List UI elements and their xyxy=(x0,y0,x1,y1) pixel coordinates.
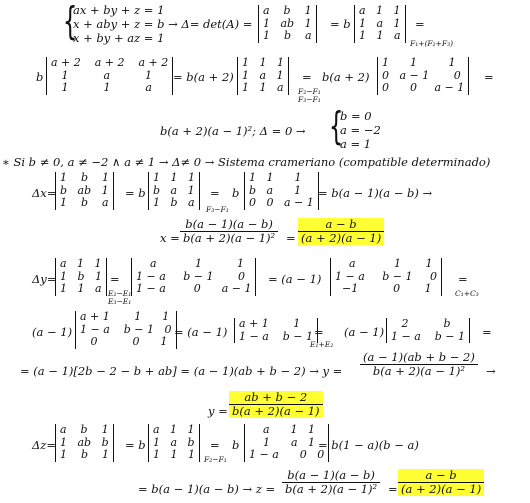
dz-matrix-1: a b 1 1 ab b 1 b 1 xyxy=(55,424,114,462)
system-eq1: ax + by + z = 1 xyxy=(73,3,165,17)
row3-case-1: b = 0 xyxy=(340,109,372,123)
row2-mid2: b(a + 2) xyxy=(322,70,370,84)
dx-mid2: b xyxy=(232,186,240,200)
x-numerator: b(a − 1)(a − b) xyxy=(180,218,278,232)
z-fraction xyxy=(282,469,380,496)
y2-matrix-2: a + 1 1 1 − a b − 1 xyxy=(234,318,318,343)
row2-matrix-1: a + 2 a + 2 a + 2 1 a 1 1 1 a xyxy=(46,57,173,95)
dz-matrix-2: a 1 1 1 a b 1 1 1 xyxy=(148,424,200,462)
dx-op-eq: = xyxy=(210,186,220,200)
dy-op-eq: = xyxy=(110,272,120,286)
y-result-denominator: b(a + 2)(a − 1) xyxy=(232,404,320,418)
system-op-label: F₁+(F₂+F₃) xyxy=(410,39,454,48)
dx-matrix-1: 1 b 1 b ab 1 1 b a xyxy=(55,172,114,210)
system-eq3: x + by + az = 1 xyxy=(73,31,165,45)
y3-pre: = (a − 1)[2b − 2 − b + ab] = (a − 1)(ab + b − 2) → y = xyxy=(20,364,343,378)
dy-mid: = (a − 1) xyxy=(268,272,322,286)
system-eq-b: = b xyxy=(330,17,351,31)
det-a-matrix: a b 1 1 ab 1 1 b a xyxy=(258,5,317,43)
dz-post: = b(1 − a)(b − a) xyxy=(318,438,419,452)
dy-matrix-2: a 1 1 1 − a b − 1 0 1 − a 0 a − 1 xyxy=(131,258,256,296)
row2-pre: b xyxy=(36,70,44,84)
z-result-denominator: (a + 2)(a − 1) xyxy=(401,482,482,496)
dx-op-label: F₃−F₁ xyxy=(206,205,229,214)
z-pre: = b(a − 1)(a − b) → z = xyxy=(138,482,276,496)
y2-matrix-3: 2 b 1 − a b − 1 xyxy=(386,318,470,343)
dz-mid2: b xyxy=(232,438,240,452)
dz-matrix-3: a 1 1 1 a 1 1 − a 0 0 xyxy=(244,424,329,462)
row2-matrix-3: 1 1 1 0 a − 1 0 0 0 a − 1 xyxy=(377,57,469,95)
dx-post: = b(a − 1)(a − b) → xyxy=(318,186,433,200)
y-result-numerator: ab + b − 2 xyxy=(229,391,323,405)
z-denominator: b(a + 2)(a − 1)² xyxy=(285,482,378,496)
y2-op-label: E₁+E₂ xyxy=(310,340,334,349)
row2-matrix-2: 1 1 1 1 a 1 1 1 a xyxy=(237,57,289,95)
dy-matrix-1: a 1 1 1 b 1 1 1 a xyxy=(55,258,107,296)
dy-op-eq-2: = xyxy=(458,272,468,286)
dy-op-label: E₂−E₁ E₃−E₁ xyxy=(108,289,132,306)
row3-case-3: a = 1 xyxy=(340,137,372,151)
y2-pre: (a − 1) xyxy=(32,325,73,339)
y3-post: → xyxy=(486,364,496,378)
system-op-eq: = xyxy=(415,17,425,31)
y3-denominator: b(a + 2)(a − 1)² xyxy=(372,364,466,378)
system-eq2: x + aby + z = b → Δ= det(A) = xyxy=(73,17,253,31)
row2-op-label: F₂−F₁ F₃−F₁ xyxy=(298,87,321,104)
crameriano-note: ∗ Si b ≠ 0, a ≠ −2 ∧ a ≠ 1 → Δ≠ 0 → Sistema crameriano (compatible determinado) xyxy=(2,155,491,169)
y-pre: y = xyxy=(208,404,228,418)
y2-mid: = (a − 1) xyxy=(174,325,228,339)
row2-op-eq: = xyxy=(302,70,312,84)
dz-op-label: F₂−F₁ xyxy=(204,455,227,464)
dz-label: Δz= xyxy=(32,438,56,452)
x-result-denominator: (a + 2)(a − 1) xyxy=(301,231,382,245)
x-eq: = xyxy=(286,231,296,245)
y-result-highlight xyxy=(229,391,323,418)
x-result-highlight xyxy=(298,218,384,245)
dy-matrix-3: a 1 1 1 − a b − 1 0 −1 0 1 xyxy=(330,258,442,296)
dz-mid: = b xyxy=(125,438,146,452)
row2-mid1: = b(a + 2) xyxy=(173,70,234,84)
row2-post: = xyxy=(484,70,494,84)
x-fraction xyxy=(180,218,278,245)
z-numerator: b(a − 1)(a − b) xyxy=(282,469,380,483)
y2-post: = xyxy=(482,325,492,339)
dx-mid: = b xyxy=(125,186,146,200)
y2-matrix-1: a + 1 1 1 1 − a b − 1 0 0 0 1 xyxy=(75,311,177,349)
row3-brace: { xyxy=(328,104,344,148)
dx-matrix-3: 1 1 1 b a 1 0 0 a − 1 xyxy=(244,172,319,210)
det-a-matrix-2: a 1 1 1 a 1 1 1 a xyxy=(354,5,406,43)
y3-fraction xyxy=(360,351,478,378)
row3-case-2: a = −2 xyxy=(340,123,381,137)
dy-op-label-2: C₁+C₃ xyxy=(455,289,479,298)
row3-text: b(a + 2)(a − 1)²; Δ = 0 → xyxy=(160,124,306,138)
y2-op-eq: = xyxy=(314,325,324,339)
dz-op-eq: = xyxy=(210,438,220,452)
z-result-highlight xyxy=(398,469,484,496)
y2-mid2: (a − 1) xyxy=(344,325,385,339)
y3-numerator: (a − 1)(ab + b − 2) xyxy=(360,351,478,365)
dx-matrix-2: 1 1 1 b a 1 1 b a xyxy=(148,172,200,210)
dy-label: Δy= xyxy=(32,272,57,286)
x-denominator: b(a + 2)(a − 1)² xyxy=(183,231,276,245)
x-result-numerator: a − b xyxy=(298,218,384,232)
dx-label: Δx= xyxy=(32,186,57,200)
system-brace: { xyxy=(62,0,78,43)
x-pre: x = xyxy=(160,231,180,245)
z-result-numerator: a − b xyxy=(398,469,484,483)
z-eq: = xyxy=(388,482,398,496)
